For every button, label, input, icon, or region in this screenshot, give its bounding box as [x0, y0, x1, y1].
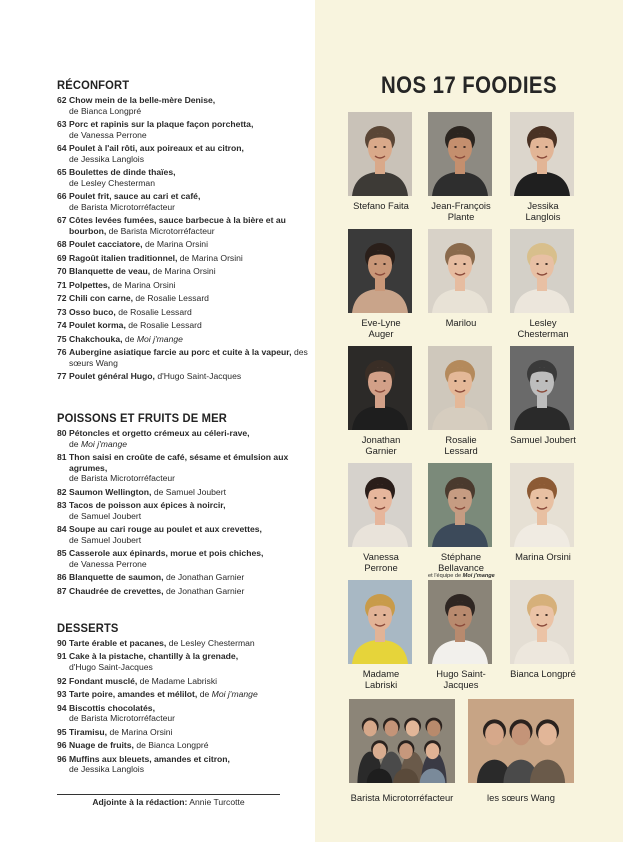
contents-entry	[57, 293, 312, 304]
recipe-author: de Moi j'mange	[199, 689, 258, 700]
recipe-title: Chow mein de la belle-mère Denise,	[69, 95, 216, 105]
page-number: 90	[57, 638, 67, 648]
page-number: 83	[57, 500, 67, 511]
recipe-author: de Vanessa Perrone	[69, 558, 147, 569]
foodie-name: Madame Labriski	[362, 668, 400, 690]
recipe-title: Porc et rapinis sur la plaque façon porchetta,	[69, 119, 254, 130]
credit-name: Annie Turcotte	[187, 797, 245, 807]
page-number: 96	[57, 753, 67, 764]
recipe-title: Fondant musclé,	[69, 675, 138, 686]
recipe-title: Biscottis chocolatés,	[69, 702, 155, 713]
foodie-name: Marina Orsini	[515, 551, 571, 562]
section-desserts	[57, 621, 312, 778]
portrait-photo	[428, 229, 492, 313]
foodie-card-jean-francois-plante	[428, 112, 494, 222]
page-number: 81	[57, 452, 67, 463]
foodie-card-madame-labriski	[348, 580, 414, 690]
recipe-title: Cake à la pistache, chantilly à la grenade,	[69, 651, 239, 662]
foodie-name: Samuel Joubert	[510, 434, 576, 445]
contents-entry	[57, 452, 312, 484]
recipe-author: des sœurs Wang	[69, 347, 308, 368]
editorial-credit	[57, 797, 280, 807]
recipe-title: Tarte poire, amandes et mélilot,	[69, 689, 198, 700]
section-title: POISSONS ET FRUITS DE MER	[57, 411, 227, 425]
contents-entry	[57, 689, 312, 700]
foodie-name: Marilou	[445, 317, 477, 328]
group-photo	[349, 699, 455, 788]
contents-entry	[57, 191, 312, 212]
recipe-author: de Jessika Langlois	[69, 153, 145, 164]
contents-entry	[57, 167, 312, 188]
page-number: 96	[57, 740, 67, 751]
page-number: 82	[57, 486, 67, 497]
foodie-name: Jonathan Garnier	[361, 434, 401, 456]
recipe-title: Poulet frit, sauce au cari et café,	[69, 191, 201, 202]
page-number: 64	[57, 143, 67, 154]
page-number: 92	[57, 675, 67, 686]
foodie-name: Eve-Lyne Auger	[361, 317, 401, 339]
recipe-author: de Jonathan Garnier	[165, 572, 245, 583]
contents-entry	[57, 371, 312, 382]
portrait-photo	[428, 463, 492, 547]
recipe-author: de Lesley Chesterman	[69, 177, 155, 188]
portrait-photo	[510, 580, 574, 664]
foodie-name: les sœurs Wang	[487, 792, 555, 803]
recipe-author: de Moi j'mange	[124, 333, 183, 344]
contents-entry	[57, 638, 312, 649]
foodie-card-lesley-chesterman	[510, 229, 576, 339]
recipe-author: de Rosalie Lessard	[128, 320, 202, 331]
page-number: 93	[57, 689, 67, 700]
credit-divider	[57, 794, 280, 795]
foodie-card-samuel-joubert	[510, 346, 576, 446]
recipe-title: Soupe au cari rouge au poulet et aux crevettes,	[69, 524, 262, 535]
recipe-author: de Barista Microtorréfacteur	[108, 225, 215, 236]
portrait-photo	[348, 346, 412, 430]
contents-entry	[57, 500, 312, 521]
page-number: 71	[57, 279, 67, 290]
portrait-photo	[348, 229, 412, 313]
page-number: 80	[57, 428, 67, 438]
section-title: DESSERTS	[57, 621, 119, 635]
recipe-title: Nuage de fruits,	[69, 740, 134, 751]
recipe-author: de Lesley Chesterman	[168, 638, 255, 648]
foodie-card-stephane-bellavance	[428, 463, 494, 580]
foodies-title: NOS 17 FOODIES	[380, 72, 558, 99]
recipe-author: de Moi j'mange	[69, 438, 128, 449]
recipe-author: de Samuel Joubert	[69, 510, 142, 521]
portrait-photo	[348, 580, 412, 664]
foodie-name: Bianca Longpré	[510, 668, 576, 679]
section-poissons-fruits-de-mer	[57, 411, 312, 599]
contents-entry	[57, 428, 312, 449]
foodie-card-soeurs-wang	[468, 699, 574, 804]
recipe-author: de Marina Orsini	[179, 252, 243, 263]
foodie-card-eve-lyne-auger	[348, 229, 414, 339]
foodie-name: Jessika Langlois	[525, 200, 561, 222]
foodie-name: Jean-François Plante	[431, 200, 491, 222]
foodie-name: Hugo Saint-Jacques	[436, 668, 486, 690]
page-number: 63	[57, 119, 67, 130]
portrait-photo	[428, 112, 492, 196]
contents-entry	[57, 119, 312, 140]
contents-entry	[57, 754, 312, 775]
contents-entry	[57, 253, 312, 264]
recipe-author: de Samuel Joubert	[69, 534, 142, 545]
group-photo	[468, 699, 574, 788]
recipe-title: Poulet à l'ail rôti, aux poireaux et au citron,	[69, 143, 244, 154]
recipe-author: de Bianca Longpré	[69, 105, 142, 116]
recipe-title: Casserole aux épinards, morue et pois chiches,	[69, 548, 264, 559]
page-number: 91	[57, 651, 67, 662]
contents-entry	[57, 307, 312, 318]
contents-entry	[57, 676, 312, 687]
recipe-title: Chili con carne,	[69, 293, 133, 304]
foodie-card-hugo-saint-jacques	[428, 580, 494, 690]
contents-entry	[57, 95, 312, 116]
foodie-card-rosalie-lessard	[428, 346, 494, 456]
contents-entry	[57, 215, 312, 236]
portrait-photo	[510, 346, 574, 430]
contents-entry	[57, 320, 312, 331]
recipe-title: Poulet korma,	[69, 320, 126, 331]
contents-entry	[57, 266, 312, 277]
recipe-author: de Rosalie Lessard	[118, 306, 192, 317]
page-number: 95	[57, 726, 67, 737]
contents-entry	[57, 548, 312, 569]
recipe-title: Tiramisu,	[69, 726, 108, 737]
recipe-title: Côtes levées fumées, sauce barbecue à la bière et au bourbon,	[69, 215, 286, 236]
portrait-photo	[428, 346, 492, 430]
page-number: 77	[57, 371, 67, 382]
contents-entry	[57, 651, 312, 672]
page-number: 75	[57, 333, 67, 344]
foodie-name: Rosalie Lessard	[444, 434, 478, 456]
contents-entry	[57, 703, 312, 724]
credit-label: Adjointe à la rédaction:	[92, 797, 188, 807]
foodie-card-vanessa-perrone	[348, 463, 414, 573]
section-reconfort	[57, 78, 312, 385]
contents-entry	[57, 487, 312, 498]
recipe-author: de Vanessa Perrone	[69, 129, 147, 140]
recipe-author: de Barista Microtorréfacteur	[69, 201, 176, 212]
contents-entry	[57, 143, 312, 164]
foodie-name: Barista Microtorréfacteur	[350, 792, 454, 803]
recipe-author: de Bianca Longpré	[136, 740, 209, 751]
page-number: 68	[57, 239, 67, 250]
foodie-card-stefano-faita	[348, 112, 414, 212]
foodie-card-jonathan-garnier	[348, 346, 414, 456]
foodie-card-marilou	[428, 229, 494, 329]
recipe-author: de Madame Labriski	[139, 675, 218, 686]
contents-entry	[57, 280, 312, 291]
portrait-photo	[510, 463, 574, 547]
recipe-author: de Barista Microtorréfacteur	[69, 713, 176, 724]
page-number: 73	[57, 306, 67, 317]
recipe-title: Blanquette de saumon,	[69, 572, 164, 583]
recipe-title: Chaudrée de crevettes,	[69, 585, 164, 596]
recipe-title: Saumon Wellington,	[69, 486, 152, 497]
recipe-title: Aubergine asiatique farcie au porc et cuite à la vapeur,	[69, 347, 292, 358]
foodie-card-jessika-langlois	[510, 112, 576, 222]
foodie-card-barista-microtorrefacteur	[349, 699, 455, 804]
recipe-title: Blanquette de veau,	[69, 266, 151, 277]
recipe-title: Pétoncles et orgetto crémeux au céleri-rave,	[69, 428, 250, 438]
recipe-author: de Jonathan Garnier	[165, 585, 245, 596]
recipe-title: Chakchouka,	[69, 333, 123, 344]
portrait-photo	[428, 580, 492, 664]
recipe-author: de Barista Microtorréfacteur	[69, 473, 176, 484]
recipe-author: de Marina Orsini	[152, 266, 216, 277]
page-number: 87	[57, 585, 67, 596]
portrait-photo	[348, 463, 412, 547]
recipe-author: de Rosalie Lessard	[135, 293, 209, 304]
recipe-title: Tacos de poisson aux épices à noircir,	[69, 500, 226, 511]
page-number: 84	[57, 524, 67, 535]
foodie-name: Stéphane Bellavance	[438, 551, 484, 573]
page-number: 94	[57, 702, 67, 713]
foodie-card-bianca-longpre	[510, 580, 576, 680]
recipe-title: Osso buco,	[69, 306, 116, 317]
page-number: 62	[57, 95, 67, 105]
foodie-name: Stefano Faita	[353, 200, 409, 211]
contents-entry	[57, 586, 312, 597]
section-title: RÉCONFORT	[57, 78, 130, 92]
foodie-name: Vanessa Perrone	[363, 551, 399, 573]
recipe-title: Polpettes,	[69, 279, 111, 290]
recipe-title: Ragoût italien traditionnel,	[69, 252, 178, 263]
recipe-title: Thon saisi en croûte de café, sésame et émulsion aux agrumes,	[69, 452, 289, 473]
contents-entry	[57, 239, 312, 250]
page-number: 70	[57, 266, 67, 277]
page-number: 65	[57, 167, 67, 178]
foodie-subtitle: et l'équipe de Moi j'mange	[428, 573, 495, 580]
page-number: 76	[57, 347, 67, 358]
recipe-title: Poulet cacciatore,	[69, 239, 143, 250]
recipe-title: Poulet général Hugo,	[69, 371, 155, 382]
recipe-title: Muffins aux bleuets, amandes et citron,	[69, 753, 230, 764]
portrait-photo	[348, 112, 412, 196]
recipe-author: de Marina Orsini	[112, 279, 176, 290]
recipe-author: de Samuel Joubert	[153, 486, 226, 497]
portrait-photo	[510, 229, 574, 313]
contents-entry	[57, 347, 312, 368]
contents-entry	[57, 524, 312, 545]
contents-entry	[57, 727, 312, 738]
recipe-title: Boulettes de dinde thaïes,	[69, 167, 176, 178]
recipe-title: Tarte érable et pacanes,	[69, 638, 167, 648]
recipe-author: de Marina Orsini	[109, 726, 173, 737]
page-number: 69	[57, 252, 67, 263]
page-number: 85	[57, 548, 67, 559]
recipe-author: d'Hugo Saint-Jacques	[69, 662, 153, 673]
contents-entry	[57, 740, 312, 751]
contents-entry	[57, 334, 312, 345]
page-number: 74	[57, 320, 67, 331]
recipe-author: de Jessika Langlois	[69, 764, 145, 775]
recipe-author: de Marina Orsini	[144, 239, 208, 250]
portrait-photo	[510, 112, 574, 196]
foodie-name: Lesley Chesterman	[517, 317, 569, 339]
page-number: 67	[57, 215, 67, 226]
recipe-author: d'Hugo Saint-Jacques	[157, 371, 242, 382]
foodie-card-marina-orsini	[510, 463, 576, 563]
page-number: 66	[57, 191, 67, 202]
contents-entry	[57, 572, 312, 583]
page-number: 86	[57, 572, 67, 583]
page-number: 72	[57, 293, 67, 304]
